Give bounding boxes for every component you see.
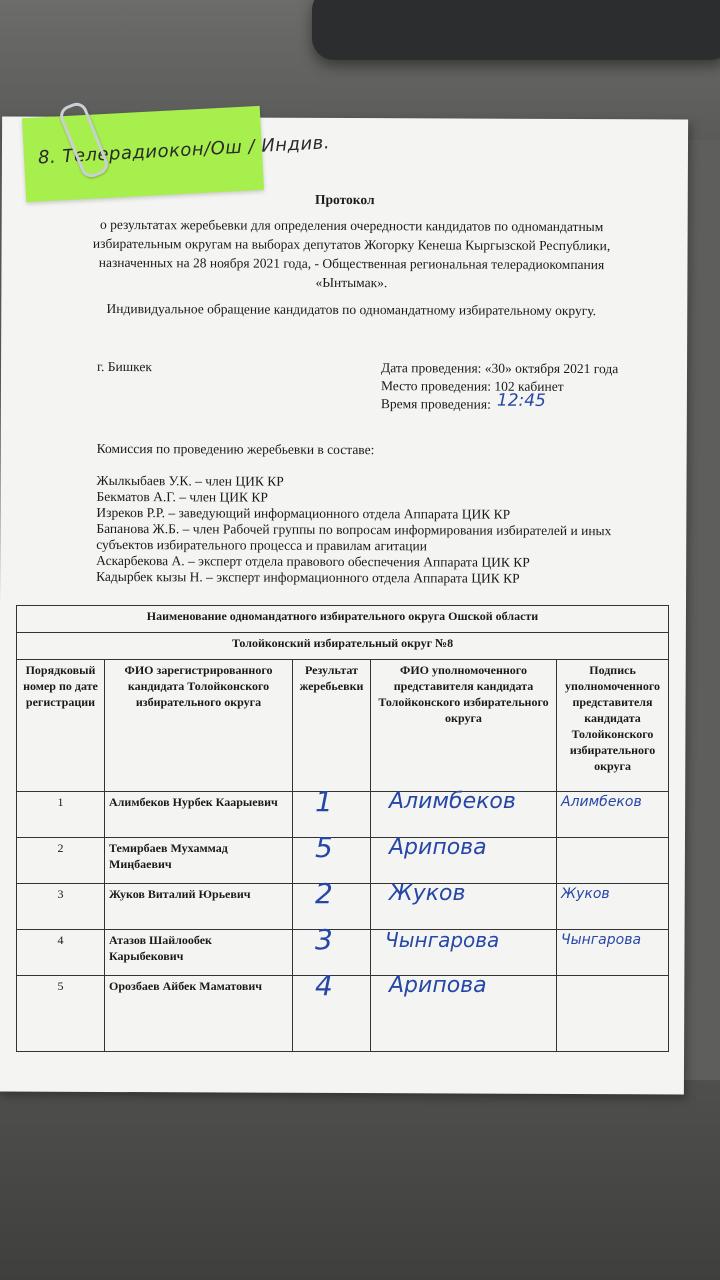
representative-handwritten: Алимбеков: [389, 789, 516, 814]
table-row: [17, 930, 669, 976]
candidate-name: Темирбаев Мухаммад Миңбаевич: [105, 838, 293, 884]
signature-cell: [557, 976, 669, 1052]
subtitle-line-4: «Ынтымак».: [315, 274, 388, 291]
phone-on-desk: [312, 0, 720, 60]
commission-intro: Комиссия по проведению жеребьевки в составе:: [96, 440, 375, 458]
col-header-candidate: ФИО зарегистрированного кандидата Толойконского избирательного округа: [105, 660, 293, 792]
sticky-note-text: 8. Телерадиокон/Ош / Индив.: [37, 132, 331, 169]
draw-result: 1: [315, 785, 333, 818]
draw-result-cell: [293, 969, 371, 1052]
representative-handwritten: Арипова: [389, 835, 487, 860]
desk-surface: [0, 1080, 720, 1280]
member-4-cont: субъектов избирательного процесса и правилам агитации: [96, 536, 428, 554]
document-title: Протокол: [314, 191, 375, 208]
place-label: Место проведения: 102 кабинет: [380, 378, 564, 394]
member-5: Аскарбекова А. – эксперт отдела правового обеспечения Аппарата ЦИК КР: [96, 552, 530, 570]
member-2: Бекматов А.Г. – член ЦИК КР: [96, 488, 268, 505]
date-label: Дата проведения: «30» октября 2021 года: [381, 360, 619, 377]
row-number: 4: [17, 930, 105, 976]
row-number: 2: [17, 838, 105, 884]
representative-handwritten: Жуков: [389, 881, 466, 906]
subtitle-line-1: о результатах жеребьевки для определения очередности кандидатов по одномандатным: [99, 216, 604, 235]
table-region-row: [17, 606, 669, 633]
signature-cell: [557, 930, 669, 976]
signature-cell: [557, 838, 669, 884]
signature: Чынгарова: [561, 932, 642, 948]
row-number: 1: [17, 792, 105, 838]
table-district-row: [17, 633, 669, 660]
member-4: Бапанова Ж.Б. – член Рабочей группы по вопросам информирования избирателей и иных: [96, 520, 612, 539]
draw-result: 3: [315, 923, 333, 956]
draw-result: 4: [315, 969, 333, 1002]
table-header-row: [17, 660, 669, 792]
time-label: Время проведения:: [380, 396, 491, 412]
candidate-name: Атазов Шайлообек Карыбекович: [105, 930, 293, 976]
subtitle-line-3: назначенных на 28 ноября 2021 года, - Общественная региональная телерадиокомпания: [98, 254, 605, 273]
subtitle-line-2: избирательным округам на выборах депутатов Жогорку Кенеша Кыргызской Республики,: [92, 235, 611, 254]
member-6: Кадырбек кызы Н. – эксперт информационного отдела Аппарата ЦИК КР: [96, 568, 520, 586]
col-header-number: Порядковый номер по дате регистрации: [17, 660, 105, 792]
col-header-signature: Подпись уполномоченного представителя кандидата Толойконского избирательного округа: [557, 660, 669, 792]
candidate-name: Орозбаев Айбек Маматович: [105, 976, 293, 1052]
row-number: 5: [17, 976, 105, 1052]
table-row: [17, 792, 669, 838]
representative-cell: [371, 973, 557, 1052]
draw-result: 5: [315, 831, 333, 864]
table-row: [17, 884, 669, 930]
candidate-name: Алимбеков Нурбек Каарыевич: [105, 792, 293, 838]
representative-cell: [371, 789, 557, 838]
signature-cell: [557, 792, 669, 838]
representative-cell: [371, 881, 557, 930]
representative-handwritten: Арипова: [389, 973, 487, 998]
time-handwritten: 12:45: [496, 390, 546, 411]
signature-cell: [557, 884, 669, 930]
representative-cell: [371, 930, 557, 976]
candidate-name: Жуков Виталий Юрьевич: [105, 884, 293, 930]
member-1: Жылкыбаев У.К. – член ЦИК КР: [96, 472, 284, 489]
sticky-note: [22, 106, 331, 202]
col-header-result: Результат жеребьевки: [293, 660, 371, 792]
appeal-type: Индивидуальное обращение кандидатов по одномандатному избирательному округу.: [106, 300, 597, 319]
signature: Алимбеков: [561, 794, 642, 810]
city: г. Бишкек: [97, 358, 152, 375]
draw-results-table: [16, 605, 669, 1052]
representative-handwritten: Чынгарова: [385, 928, 500, 952]
representative-cell: [371, 835, 557, 884]
member-3: Изреков Р.Р. – заведующий информационного отдела Аппарата ЦИК КР: [96, 504, 511, 522]
signature: Жуков: [561, 886, 610, 902]
draw-result: 2: [315, 877, 333, 910]
region-header: Наименование одномандатного избирательного округа Ошской области: [17, 606, 669, 633]
row-number: 3: [17, 884, 105, 930]
table-row: [17, 976, 669, 1052]
district-header: Толойконский избирательный округ №8: [17, 633, 669, 660]
col-header-representative: ФИО уполномоченного представителя кандидата Толойконского избирательного округа: [371, 660, 557, 792]
table-row: [17, 838, 669, 884]
